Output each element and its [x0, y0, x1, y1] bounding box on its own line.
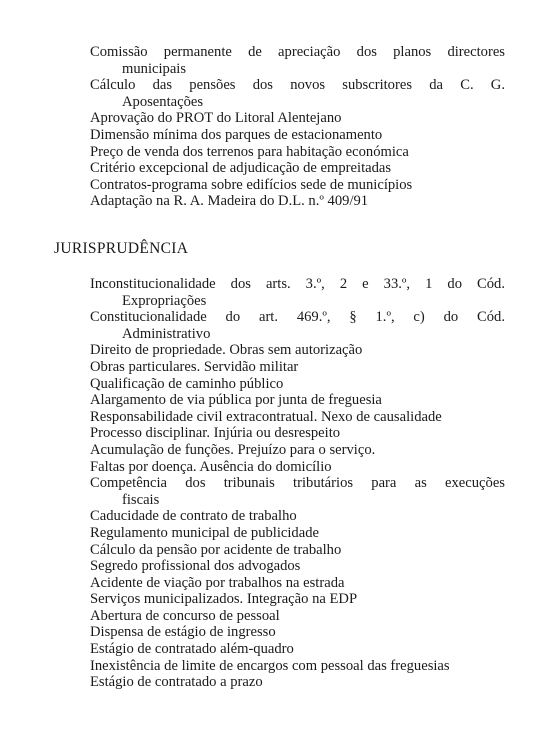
list-item [90, 376, 505, 393]
list-item [90, 44, 505, 77]
list-item-text: Dispensa de estágio de ingresso [90, 624, 276, 641]
list-item [90, 110, 505, 127]
list-item [90, 144, 505, 161]
list-item-text: Comissão permanente de apreciação dos planos directores [90, 44, 505, 60]
list-item-text: Faltas por doença. Ausência do domicílio [90, 458, 332, 475]
list-item-text: Acidente de viação por trabalhos na estrada [90, 574, 345, 591]
list-item [90, 442, 505, 459]
list-item-text: Aprovação do PROT do Litoral Alentejano [90, 110, 342, 127]
list-item [90, 542, 505, 559]
list-item [90, 359, 505, 376]
list-item-text: Estágio de contratado a prazo [90, 674, 263, 691]
list-item [90, 127, 505, 144]
list-item [90, 558, 505, 575]
list-item [90, 575, 505, 592]
list-item-text: Inexistência de limite de encargos com pessoal das freguesias [90, 657, 450, 674]
jurisprudence-list [90, 276, 505, 691]
list-item-text: Dimensão mínima dos parques de estacionamento [90, 126, 383, 143]
list-item-text: Caducidade de contrato de trabalho [90, 508, 297, 525]
section-heading-jurisprudencia: JURISPRUDÊNCIA [54, 240, 189, 257]
list-item-text: Competência dos tribunais tributários para as execuções [90, 475, 505, 492]
list-item [90, 641, 505, 658]
list-item-continuation: Aposentações [122, 93, 204, 110]
list-item [90, 658, 505, 675]
list-item-continuation: municipais [122, 60, 187, 77]
list-item-continuation: Administrativo [122, 325, 211, 342]
list-item [90, 193, 505, 210]
legislation-list [90, 44, 505, 210]
list-item-text: Qualificação de caminho público [90, 375, 284, 392]
list-item [90, 459, 505, 476]
list-item [90, 342, 505, 359]
list-item [90, 77, 505, 110]
list-item [90, 392, 505, 409]
list-item [90, 409, 505, 426]
list-item-text: Inconstitucionalidade dos arts. 3.º, 2 e 33.º, 1 do Cód. [90, 276, 505, 292]
list-item-text: Obras particulares. Servidão militar [90, 358, 299, 375]
list-item-text: Cálculo da pensão por acidente de trabalho [90, 541, 342, 558]
list-item [90, 160, 505, 177]
list-item-text: Critério excepcional de adjudicação de empreitadas [90, 160, 392, 177]
list-item-text: Cálculo das pensões dos novos subscritores da C. G. [90, 77, 505, 94]
list-item [90, 525, 505, 542]
list-item-text: Constitucionalidade do art. 469.º, § 1.º, c) do Cód. [90, 309, 505, 326]
list-item [90, 276, 505, 309]
list-item [90, 508, 505, 525]
list-item-text: Serviços municipalizados. Integração na EDP [90, 591, 358, 608]
list-item-text: Regulamento municipal de publicidade [90, 524, 319, 541]
list-item [90, 624, 505, 641]
list-item-text: Adaptação na R. A. Madeira do D.L. n.º 409/91 [90, 193, 369, 210]
list-item-text: Acumulação de funções. Prejuízo para o serviço. [90, 441, 376, 458]
list-item [90, 608, 505, 625]
list-item [90, 591, 505, 608]
list-item-text: Responsabilidade civil extracontratual. Nexo de causalidade [90, 408, 442, 425]
list-item-text: Processo disciplinar. Injúria ou desrespeito [90, 425, 341, 442]
list-item-text: Contratos-programa sobre edifícios sede de municípios [90, 176, 413, 193]
list-item [90, 475, 505, 508]
list-item [90, 674, 505, 691]
list-item-text: Direito de propriedade. Obras sem autorização [90, 342, 363, 359]
list-item-text: Segredo profissional dos advogados [90, 558, 301, 575]
list-item [90, 425, 505, 442]
list-item-text: Abertura de concurso de pessoal [90, 607, 280, 624]
list-item-text: Estágio de contratado além-quadro [90, 641, 294, 658]
list-item-continuation: fiscais [122, 491, 160, 508]
list-item-continuation: Expropriações [122, 292, 207, 309]
list-item [90, 309, 505, 342]
list-item-text: Preço de venda dos terrenos para habitação económica [90, 143, 409, 160]
list-item [90, 177, 505, 194]
list-item-text: Alargamento de via pública por junta de freguesia [90, 392, 382, 409]
